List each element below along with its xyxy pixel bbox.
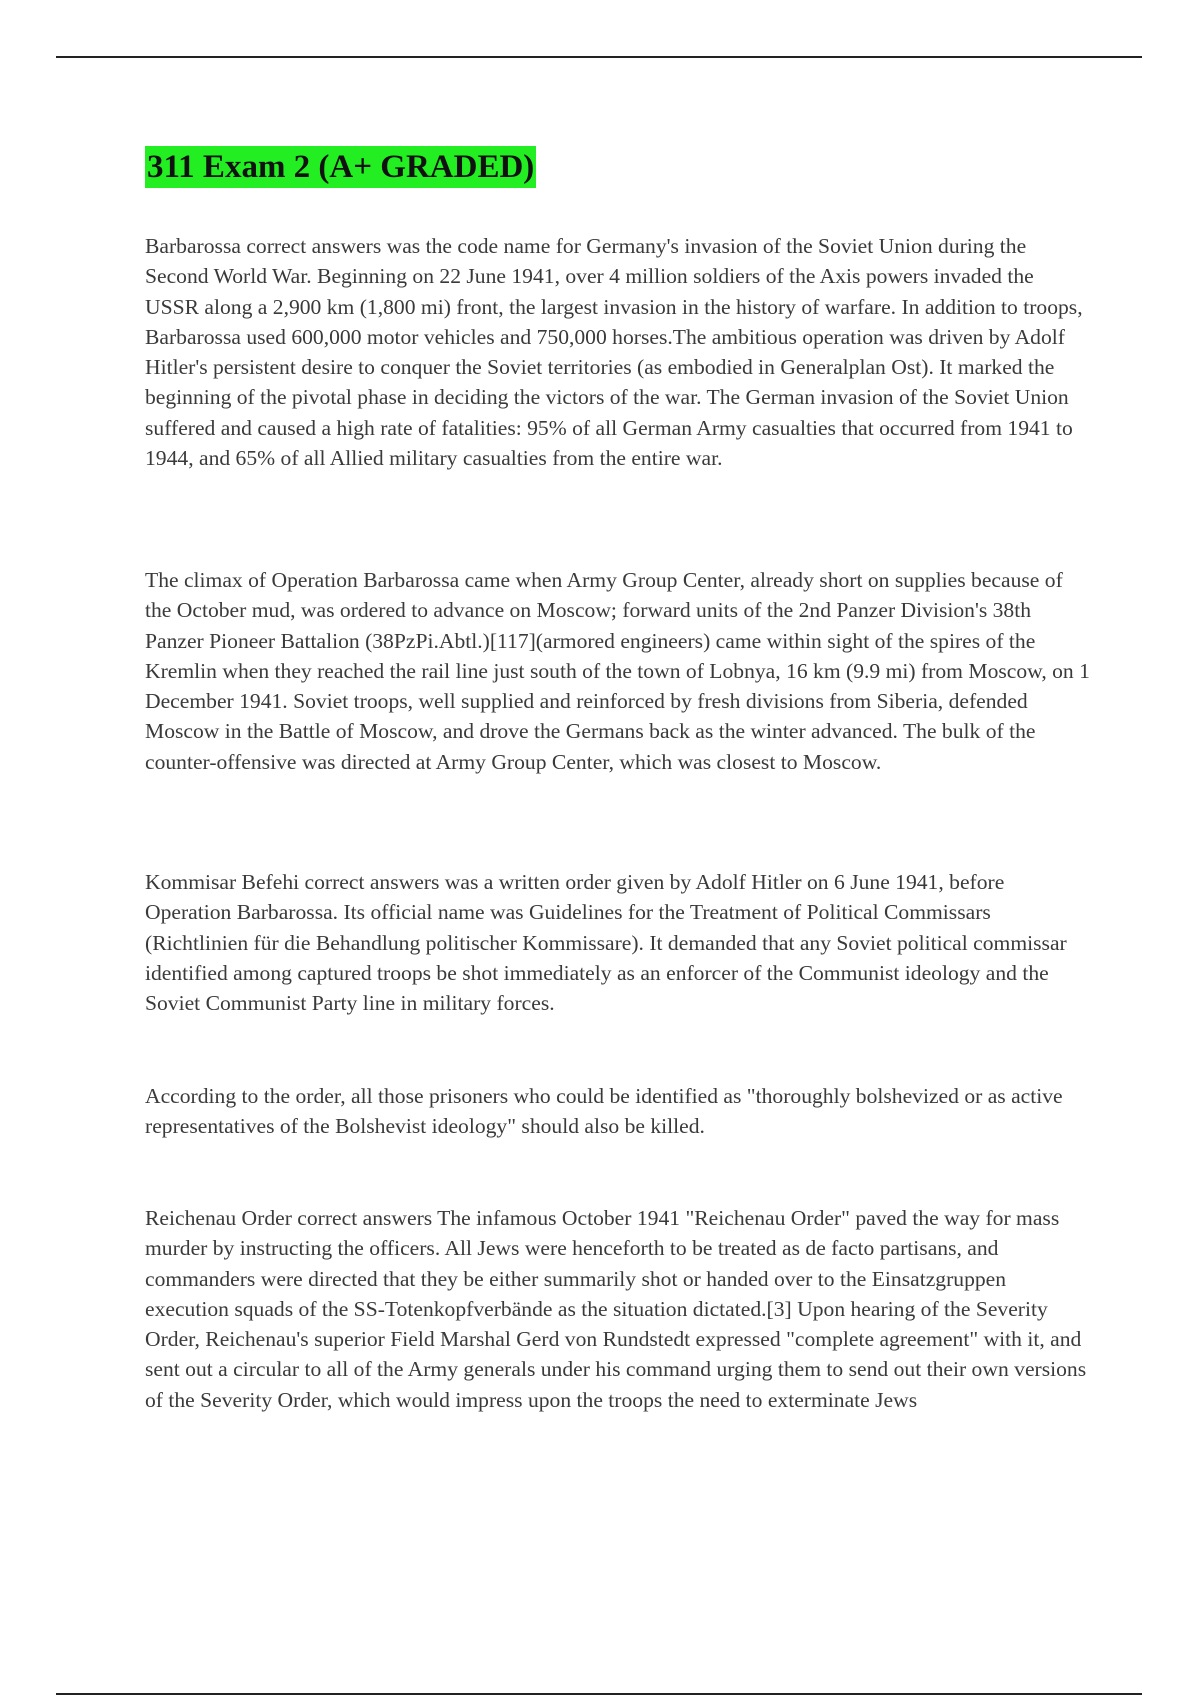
paragraph-climax: The climax of Operation Barbarossa came when Army Group Center, already short on supplies because of the October mud, was ordered to advance on Moscow; forward units of the 2nd Panzer Division's 38th Panzer Pioneer Battalion (38PzPi.Abtl.)[117](armored engineers) came within sight of the spires of the Kremlin when they reached the rail line just south of the town of Lobnya, 16 km (9.9 mi) from Moscow, on 1 December 1941. Soviet troops, well supplied and reinforced by fresh divisions from Siberia, defended Moscow in the Battle of Moscow, and drove the Germans back as the winter advanced. The bulk of the counter-offensive was directed at Army Group Center, which was closest to Moscow. xyxy=(145,568,1090,774)
header-rule xyxy=(56,56,1142,58)
document-title: 311 Exam 2 (A+ GRADED) xyxy=(145,146,536,188)
paragraph-order-prisoners: According to the order, all those prisoners who could be identified as "thoroughly bolshevized or as active representatives of the Bolshevist ideology" should also be killed. xyxy=(145,1084,1063,1139)
title-heading xyxy=(145,146,536,188)
paragraph-kommisar-befehl: Kommisar Befehi correct answers was a written order given by Adolf Hitler on 6 June 1941, before Operation Barbarossa. Its official name was Guidelines for the Treatment of Political Commissars (Richtlinien für die Behandlung politischer Kommissare). It demanded that any Soviet political commissar identified among captured troops be shot immediately as an enforcer of the Communist ideology and the Soviet Communist Party line in military forces. xyxy=(145,870,1067,1016)
footer-rule xyxy=(56,1693,1142,1695)
paragraph-barbarossa: Barbarossa correct answers was the code name for Germany's invasion of the Soviet Union during the Second World War. Beginning on 22 June 1941, over 4 million soldiers of the Axis powers invaded the USSR along a 2,900 km (1,800 mi) front, the largest invasion in the history of warfare. In addition to troops, Barbarossa used 600,000 motor vehicles and 750,000 horses.The ambitious operation was driven by Adolf Hitler's persistent desire to conquer the Soviet territories (as embodied in Generalplan Ost). It marked the beginning of the pivotal phase in deciding the victors of the war. The German invasion of the Soviet Union suffered and caused a high rate of fatalities: 95% of all German Army casualties that occurred from 1941 to 1944, and 65% of all Allied military casualties from the entire war. xyxy=(145,234,1083,471)
paragraph-reichenau-order: Reichenau Order correct answers The infamous October 1941 "Reichenau Order" paved the way for mass murder by instructing the officers. All Jews were henceforth to be treated as de facto partisans, and commanders were directed that they be either summarily shot or handed over to the Einsatzgruppen execution squads of the SS-Totenkopfverbände as the situation dictated.[3] Upon hearing of the Severity Order, Reichenau's superior Field Marshal Gerd von Rundstedt expressed "complete agreement" with it, and sent out a circular to all of the Army generals under his command urging them to send out their own versions of the Severity Order, which would impress upon the troops the need to exterminate Jews xyxy=(145,1206,1087,1412)
